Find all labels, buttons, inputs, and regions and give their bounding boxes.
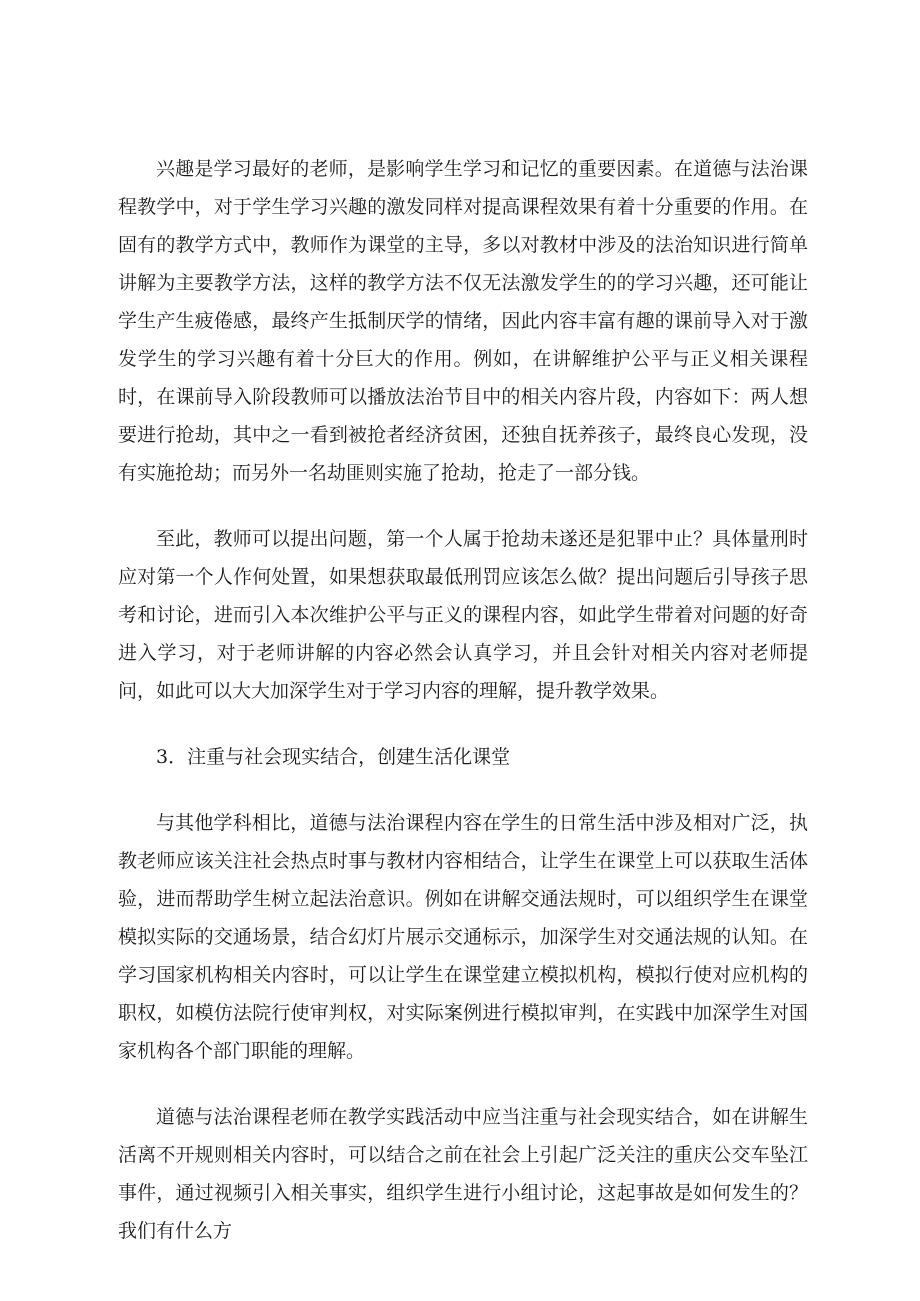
paragraph-interest: 兴趣是学习最好的老师，是影响学生学习和记忆的重要因素。在道德与法治课程教学中，对于学生学习兴趣的激发同样对提高课程效果有着十分重要的作用。在固有的教学方式中，教师作为课堂的主导，多以对教材中涉及的法治知识进行简单讲解为主要教学方法，这样的教学方法不仅无法激发学生的的学习兴趣，还可能让学生产生疲倦感，最终产生抵制厌学的情绪，因此内容丰富有趣的课前导入对于激发学生的学习兴趣有着十分巨大的作用。例如，在讲解维护公平与正义相关课程时，在课前导入阶段教师可以播放法治节目中的相关内容片段，内容如下：两人想要进行抢劫，其中之一看到被抢者经济贫困，还独自抚养孩子，最终良心发现，没有实施抢劫；而另外一名劫匪则实施了抢劫，抢走了一部分钱。	[118, 158, 808, 484]
paragraph-life-classroom: 与其他学科相比，道德与法治课程内容在学生的日常生活中涉及相对广泛，执教老师应该关注社会热点时事与教材内容相结合，让学生在课堂上可以获取生活体验，进而帮助学生树立起法治意识。例如在讲解交通法规时，可以组织学生在课堂模拟实际的交通场景，结合幻灯片展示交通标示，加深学生对交通法规的认知。在学习国家机构相关内容时，可以让学生在课堂建立模拟机构，模拟行使对应机构的职权，如模仿法院行使审判权，对实际案例进行模拟审判，在实践中加深学生对国家机构各个部门职能的理解。	[118, 812, 808, 1062]
paragraph-questions: 至此，教师可以提出问题，第一个人属于抢劫未遂还是犯罪中止？具体量刑时应对第一个人作何处置，如果想获取最低刑罚应该怎么做？提出问题后引导孩子思考和讨论，进而引入本次维护公平与正义的课程内容，如此学生带着对问题的好奇进入学习，对于老师讲解的内容必然会认真学习，并且会针对相关内容对老师提问，如此可以大大加深学生对于学习内容的理解，提升教学效果。	[118, 528, 808, 702]
document-body	[118, 150, 808, 1278]
paragraph-social-reality: 道德与法治课程老师在教学实践活动中应当注重与社会现实结合，如在讲解生活离不开规则相关内容时，可以结合之前在社会上引起广泛关注的重庆公交车坠江事件，通过视频引入相关事实，组织学生进行小组讨论，这起事故是如何发生的？我们有什么方	[118, 1106, 808, 1242]
section-heading: 3．注重与社会现实结合，创建生活化课堂	[156, 746, 511, 768]
